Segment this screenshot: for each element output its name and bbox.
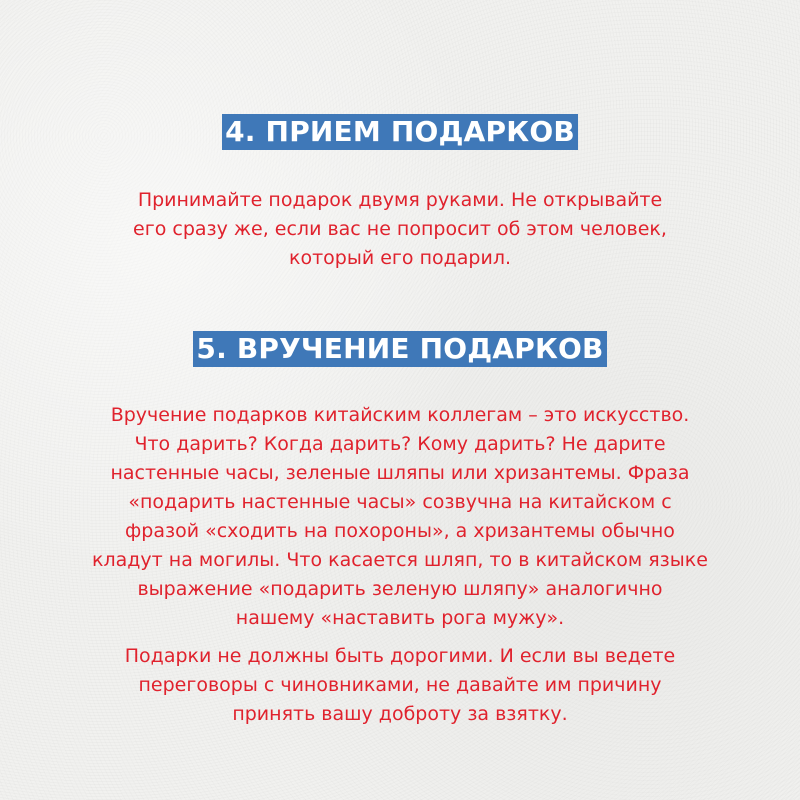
section-5-heading-row [0,331,800,367]
section-4-paragraph-line: его сразу же, если вас не попросит об этом человек, [133,218,667,240]
section-5-paragraph-1 [40,401,760,633]
section-5-paragraph-line: настенные часы, зеленые шляпы или хризантемы. Фраза [110,462,690,484]
section-5-paragraph-line: «подарить настенные часы» созвучна на китайском с [128,491,672,513]
section-5-paragraph-line: переговоры с чиновниками, не давайте им причину [138,674,662,696]
section-5-paragraph-line: фразой «сходить на похороны», а хризантемы обычно [125,520,675,542]
section-4-paragraph [40,186,760,273]
section-5-paragraph-line: принять вашу доброту за взятку. [232,703,568,725]
section-5-paragraph-line: Вручение подарков китайским коллегам – это искусство. [110,404,690,426]
section-4-heading-row [0,114,800,150]
section-4-paragraph-line: Принимайте подарок двумя руками. Не открывайте [137,189,663,211]
section-5-paragraph-line: кладут на могилы. Что касается шляп, то в китайском языке [92,549,708,571]
section-5-paragraph-line: Что дарить? Когда дарить? Кому дарить? Не дарите [134,433,666,455]
section-5-paragraph-line: нашему «наставить рога мужу». [235,607,565,629]
section-4-paragraph-line: который его подарил. [289,247,511,269]
section-4-heading: 4. ПРИЕМ ПОДАРКОВ [222,114,578,150]
section-5-paragraph-2 [40,642,760,729]
section-5-paragraph-line: Подарки не должны быть дорогими. И если вы ведете [124,645,676,667]
section-5-heading: 5. ВРУЧЕНИЕ ПОДАРКОВ [193,331,606,367]
section-5-paragraph-line: выражение «подарить зеленую шляпу» аналогично [137,578,663,600]
